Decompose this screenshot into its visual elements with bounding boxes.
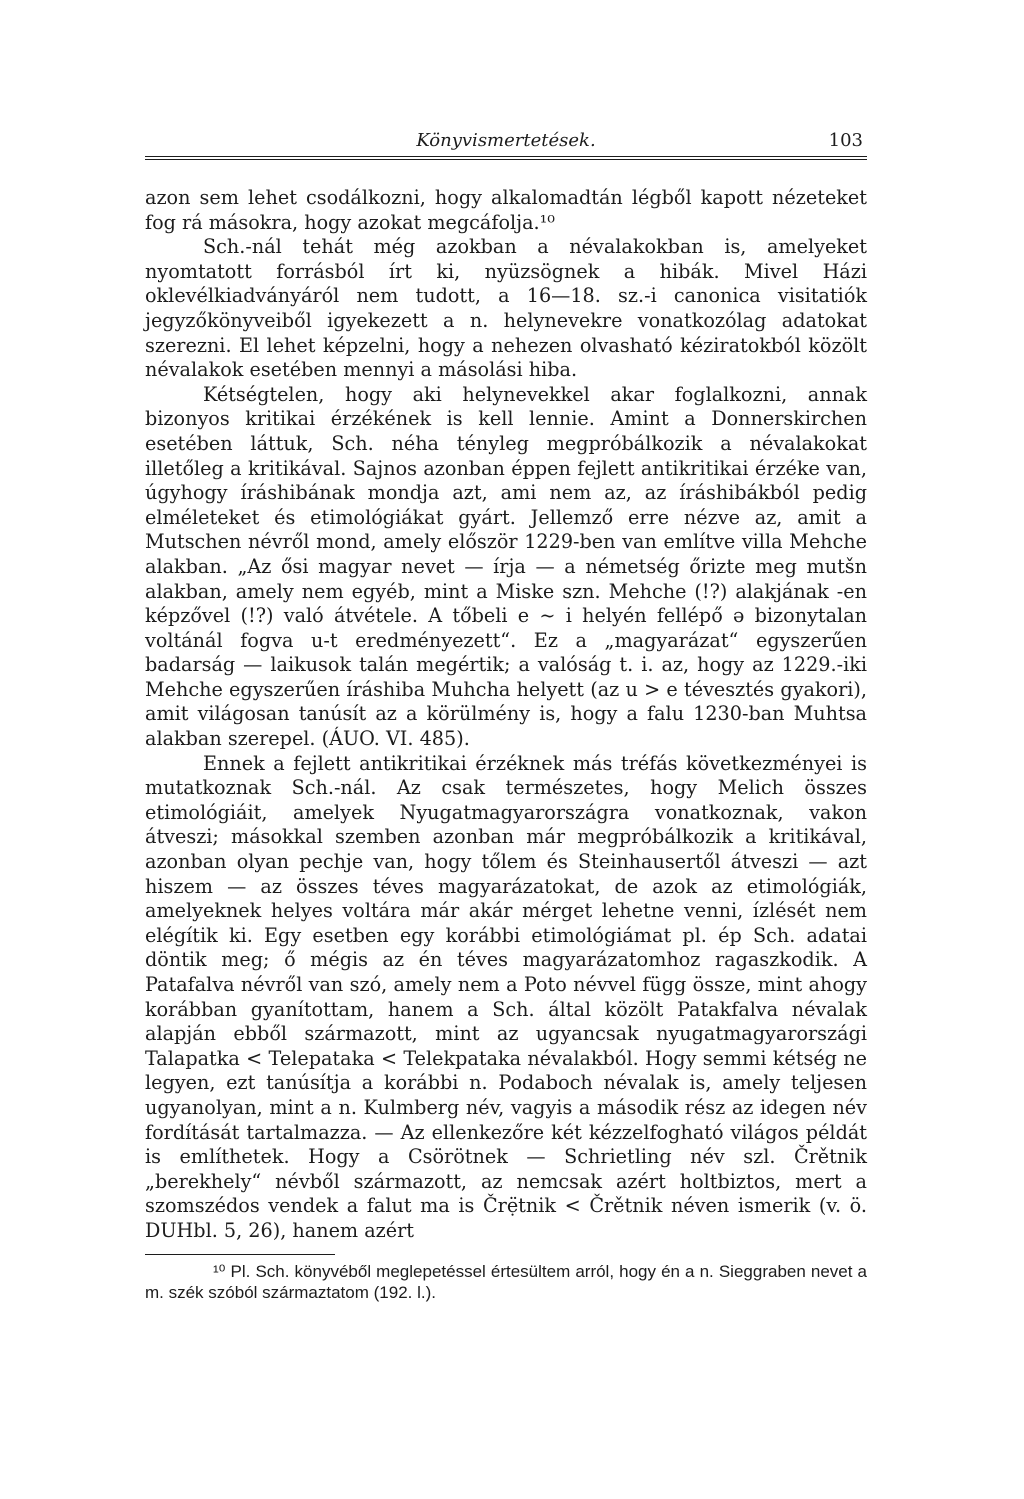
- paragraph-4: Ennek a fejlett antikritikai érzéknek más tréfás következményei is mutatkoznak Sch.-nál. Az csak természetes, hogy Melich összes etimológiáit, amelyek Nyugatmagyarországra vonatkoznak, vakon átveszi; másokkal szemben azonban már megpróbálkozik a kritikával, azonban olyan pechje van, hogy tőlem és Steinhausertől átveszi — azt hiszem — az összes téves magyarázatokat, de azok az etimológiák, amelyeknek helyes voltára már akár mérget lehetne venni, ízlését nem elégítik ki. Egy esetben egy korábbi etimológiámat pl. ép Sch. adatai döntik meg; ő mégis az én téves magyarázatomhoz ragaszkodik. A Patafalva névről van szó, amely nem a Poto névvel függ össze, mint ahogy korábban gyanítottam, hanem a Sch. által közölt Patakfalva névalak alapján ebből származott, mint az ugyancsak nyugatmagyarországi Talapatka < Telepataka < Telekpataka névalakból. Hogy semmi kétség ne legyen, ezt tanúsítja a korábbi n. Podaboch névalak is, amely teljesen ugyanolyan, mint a n. Kulmberg név, vagyis a második rész az idegen név fordítását tartalmazza. — Az ellenkezőre két kézzelfogható világos példát is említhetek. Hogy a Csörötnek — Schrietling név szl. Črětnik „berekhely“ névből származott, az nemcsak azért holtbiztos, mert a szomszédos vendek a falut ma is Črẹ̈tnik < Črětnik néven ismerik (v. ö. DUHbl. 5, 26), hanem azért: [145, 751, 867, 1242]
- body-text: [145, 186, 867, 1244]
- paragraph-1: azon sem lehet csodálkozni, hogy alkalomadtán légből kapott nézeteket fog rá másokra, hogy azokat megcáfolja.¹⁰: [145, 186, 867, 234]
- page-number: 103: [828, 130, 863, 151]
- footnote-rule: [145, 1254, 335, 1255]
- footnote: ¹⁰ Pl. Sch. könyvéből meglepetéssel értesültem arról, hogy én a n. Sieggraben nevet a m. szék szóból származtatom (192. l.).: [145, 1261, 867, 1302]
- page-header: [145, 128, 867, 154]
- book-page: [145, 128, 867, 1303]
- paragraph-3: Kétségtelen, hogy aki helynevekkel akar foglalkozni, annak bizonyos kritikai érzékének is kell lennie. Amint a Donnerskirchen esetében láttuk, Sch. néha tényleg megpróbálkozik a névalakokat illetőleg a kritikával. Sajnos azonban éppen fejlett antikritikai érzéke van, úgyhogy íráshibának mondja azt, ami nem az, az íráshibákból pedig elméleteket és etimológiákat gyárt. Jellemző erre nézve az, amit a Mutschen névről mond, amely először 1229-ben van említve villa Mehche alakban. „Az ősi magyar nevet — írja — a németség őrizte meg mutšn alakban, amely nem egyéb, mint a Miske szn. Mehche (!?) alakjának -en képzővel (!?) való átvétele. A tőbeli e ∼ i helyén fellépő ə bizonytalan voltánál fogva u-t eredményezett“. Ez a „magyarázat“ egyszerűen badarság — laikusok talán megértik; a valóság t. i. az, hogy az 1229.-iki Mehche egyszerűen íráshiba Muhcha helyett (az u > e tévesztés gyakori), amit világosan tanúsít az a körülmény is, hogy a falu 1230-ban Muhtsa alakban szerepel. (ÁUO. VI. 485).: [145, 382, 867, 751]
- header-rule: [145, 156, 867, 160]
- paragraph-2: Sch.-nál tehát még azokban a névalakokban is, amelyeket nyomtatott forrásból írt ki, nyüzsögnek a hibák. Mivel Házi oklevélkiadványáról nem tudott, a 16—18. sz.-i canonica visitatiók jegyzőkönyveiből igyekezett a n. helynevekre vonatkozólag adatokat szerezni. El lehet képzelni, hogy a nehezen olvasható kéziratokból közölt névalakok esetében mennyi a másolási hiba.: [145, 235, 867, 382]
- running-title: Könyvismertetések.: [416, 130, 596, 151]
